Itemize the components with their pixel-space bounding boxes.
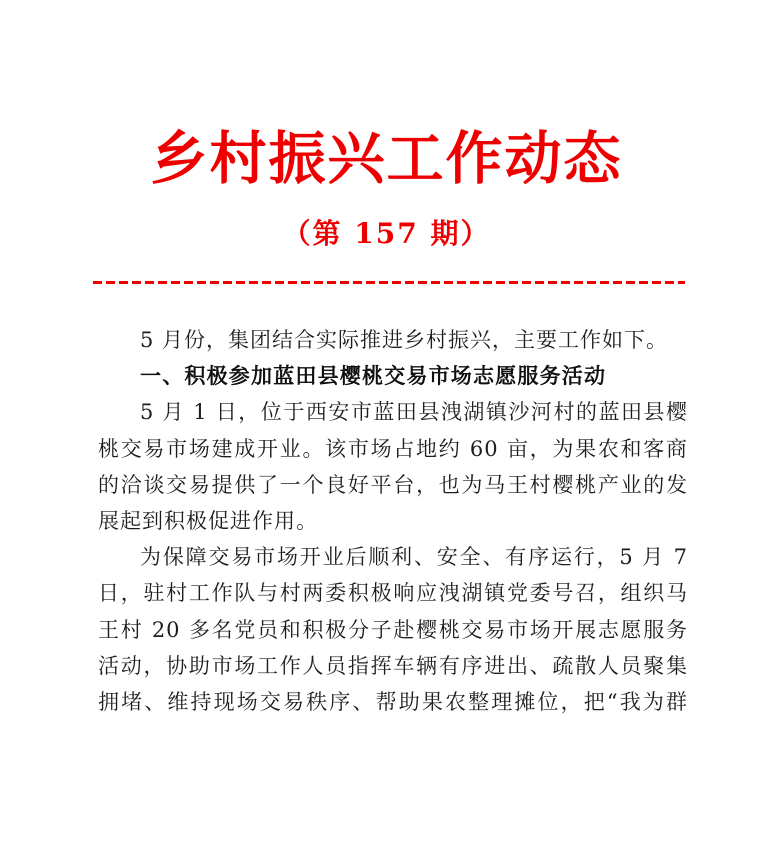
body-line: 5 月 1 日，位于西安市蓝田县洩湖镇沙河村的蓝田县樱 <box>140 400 688 425</box>
red-dashed-divider <box>93 281 685 284</box>
body-line: 王村 20 多名党员和积极分子赴樱桃交易市场开展志愿服务 <box>98 617 688 642</box>
body-line: 活动，协助市场工作人员指挥车辆有序进出、疏散人员聚集 <box>98 653 688 678</box>
issue-number: （第 157 期） <box>282 217 491 250</box>
body-line: 为保障交易市场开业后顺利、安全、有序运行，5 月 7 <box>140 545 688 570</box>
body-line: 的洽谈交易提供了一个良好平台，也为马王村樱桃产业的发 <box>98 472 688 497</box>
body-line: 日，驻村工作队与村两委积极响应洩湖镇党委号召，组织马 <box>98 581 688 606</box>
section-heading-line: 一、积极参加蓝田县樱桃交易市场志愿服务活动 <box>140 364 607 389</box>
body-line: 桃交易市场建成开业。该市场占地约 60 亩，为果农和客商 <box>98 436 688 461</box>
body-line: 拥堵、维持现场交易秩序、帮助果农整理摊位，把“我为群 <box>98 690 688 715</box>
document-title: 乡村振兴工作动态 <box>150 125 623 192</box>
document-body <box>98 322 688 720</box>
body-line: 展起到积极促进作用。 <box>98 509 318 534</box>
body-line: 5 月份，集团结合实际推进乡村振兴，主要工作如下。 <box>140 328 669 352</box>
